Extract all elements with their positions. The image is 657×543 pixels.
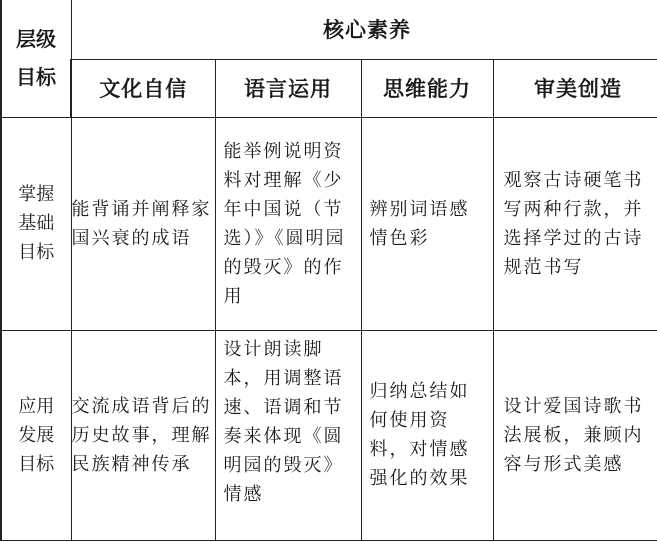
table-row-basic-goal <box>1 117 657 330</box>
core-literacy-header: 核心素养 <box>71 0 657 59</box>
level-label-line3: 目标 <box>18 242 55 263</box>
cell-applied-aesthetic-creation: 设计爱国诗歌书法展板，兼顾内容与形式美感 <box>493 330 657 540</box>
cell-basic-aesthetic-creation: 观察古诗硬笔书写两种行款，并选择学过的古诗规范书写 <box>493 117 657 330</box>
header-row-columns <box>1 59 657 117</box>
level-label-line3: 目标 <box>18 453 55 475</box>
level-label-line1: 应用 <box>18 395 55 417</box>
column-header-aesthetic-creation: 审美创造 <box>493 59 657 117</box>
corner-header-cell <box>1 0 71 117</box>
column-header-thinking-ability: 思维能力 <box>361 59 493 117</box>
cell-basic-cultural-confidence: 能背诵并阐释家国兴衰的成语 <box>71 117 215 330</box>
header-row-top <box>1 0 657 59</box>
level-label-line2: 基础 <box>18 213 55 234</box>
cell-applied-thinking-ability: 归纳总结如何使用资料，对情感强化的效果 <box>361 330 493 540</box>
corner-label-line2: 目标 <box>16 65 56 90</box>
column-header-language-use: 语言运用 <box>215 59 361 117</box>
cell-applied-language-use: 设计朗读脚本，用调整语速、语调和节奏来体现《圆明园的毁灭》情感 <box>215 330 361 540</box>
cell-basic-thinking-ability: 辨别词语感情色彩 <box>361 117 493 330</box>
level-label-line2: 发展 <box>18 424 55 446</box>
level-cell-basic <box>1 117 71 330</box>
column-header-cultural-confidence: 文化自信 <box>71 59 215 117</box>
level-label-line1: 掌握 <box>18 184 55 205</box>
cell-applied-cultural-confidence: 交流成语背后的历史故事，理解民族精神传承 <box>71 330 215 540</box>
corner-label-line1: 层级 <box>16 27 56 52</box>
cell-basic-language-use: 能举例说明资料对理解《少年中国说（节选）》《圆明园的毁灭》的作用 <box>215 117 361 330</box>
level-cell-applied <box>1 330 71 540</box>
table-row-applied-goal <box>1 330 657 540</box>
